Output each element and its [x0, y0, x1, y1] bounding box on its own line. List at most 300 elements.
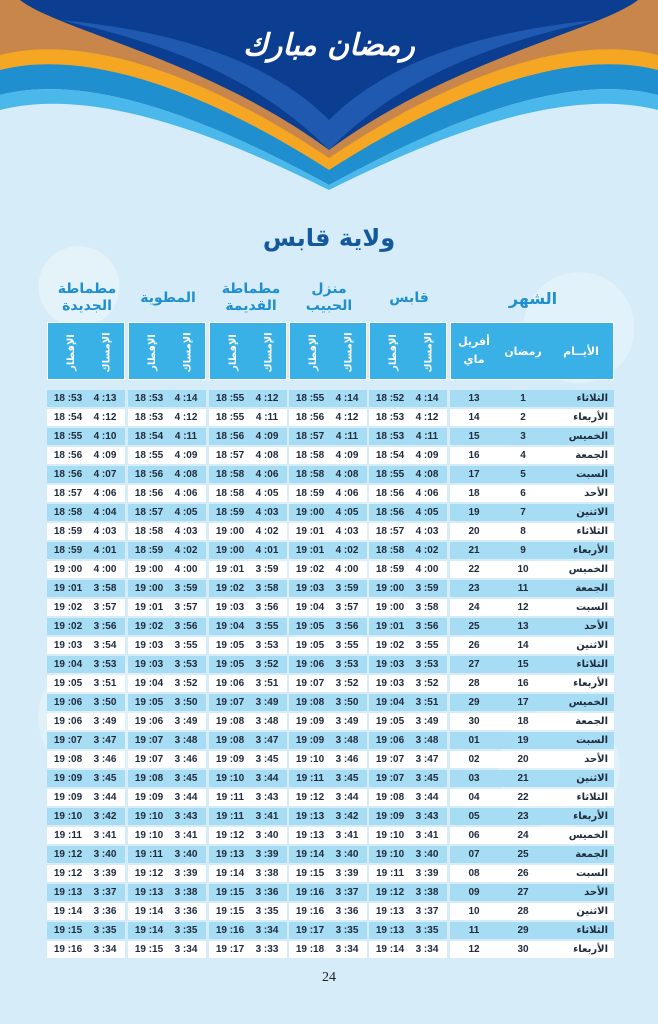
imsak-time: 3 :48: [174, 735, 198, 746]
imsak-time: 3 :47: [255, 735, 279, 746]
iftar-time: 18 :56: [134, 488, 164, 499]
imsak-time: 3 :53: [335, 659, 359, 670]
imsak-time: 3 :57: [93, 602, 117, 613]
imsak-time: 3 :56: [415, 621, 439, 632]
weekday: الأحد: [584, 887, 608, 898]
iftar-time: 19 :02: [53, 621, 83, 632]
weekday: السبت: [575, 735, 608, 746]
iftar-time: 19 :05: [375, 716, 405, 727]
imsak-time: 3 :45: [335, 773, 359, 784]
imsak-time: 3 :37: [93, 887, 117, 898]
imsak-time: 3 :54: [93, 640, 117, 651]
iftar-time: 19 :16: [295, 887, 325, 898]
iftar-time: 19 :00: [215, 526, 245, 537]
weekday: الخميس: [568, 564, 608, 575]
imsak-time: 3 :52: [415, 678, 439, 689]
imsak-time: 4 :06: [93, 488, 117, 499]
imsak-time: 3 :34: [255, 925, 279, 936]
iftar-time: 19 :01: [215, 564, 245, 575]
imsak-time: 3 :35: [335, 925, 359, 936]
imsak-time: 3 :48: [415, 735, 439, 746]
imsak-time: 3 :56: [255, 602, 279, 613]
imsak-time: 4 :02: [335, 545, 359, 556]
imsak-time: 4 :05: [415, 507, 439, 518]
iftar-time: 19 :11: [376, 868, 404, 879]
header-block: [47, 322, 125, 380]
ramadan-day: 22: [517, 792, 529, 803]
weekday: الثلاثاء: [576, 526, 608, 537]
ramadan-day: 25: [517, 849, 529, 860]
ramadan-day: 19: [517, 735, 529, 746]
iftar-time: 19 :07: [375, 773, 405, 784]
imsak-time: 3 :44: [174, 792, 198, 803]
iftar-time: 19 :16: [295, 906, 325, 917]
iftar-time: 18 :55: [134, 450, 164, 461]
imsak-time: 4 :09: [93, 450, 117, 461]
table-row: [47, 390, 614, 409]
imsak-time: 4 :05: [174, 507, 198, 518]
iftar-time: 19 :02: [375, 640, 405, 651]
table-row: [47, 428, 614, 447]
iftar-time: 18 :59: [295, 488, 325, 499]
ramadan-day: 24: [517, 830, 529, 841]
page-title: ولاية قابس: [262, 224, 396, 252]
weekday: الثلاثاء: [576, 925, 608, 936]
imsak-time: 4 :11: [335, 431, 359, 442]
imsak-time: 3 :56: [93, 621, 117, 632]
april-label: أفريل: [458, 335, 490, 348]
iftar-time: 19 :12: [53, 868, 83, 879]
table-row: [47, 846, 614, 865]
ramadan-day: 12: [517, 602, 529, 613]
ramadan-day: 14: [517, 640, 529, 651]
weekday: الخميس: [568, 697, 608, 708]
iftar-time: 19 :09: [53, 792, 83, 803]
gregorian-date: 12: [468, 944, 480, 955]
group-month: الشهر: [508, 288, 558, 308]
table-row: [47, 789, 614, 808]
iftar-time: 19 :06: [295, 659, 325, 670]
imsak-time: 4 :07: [93, 469, 117, 480]
imsak-time: 3 :50: [93, 697, 117, 708]
table-row: [47, 447, 614, 466]
iftar-time: 19 :02: [295, 564, 325, 575]
imsak-time: 4 :10: [93, 431, 117, 442]
iftar-time: 19 :18: [295, 944, 325, 955]
gregorian-date: 14: [468, 412, 480, 423]
imsak-time: 4 :09: [415, 450, 439, 461]
gregorian-date: 18: [468, 488, 480, 499]
iftar-time: 19 :14: [215, 868, 245, 879]
weekday: السبت: [575, 868, 608, 879]
gregorian-date: 02: [468, 754, 480, 765]
iftar-time: 18 :58: [295, 450, 325, 461]
iftar-time: 18 :53: [134, 412, 164, 423]
iftar-time: 18 :56: [134, 469, 164, 480]
imsak-time: 3 :45: [415, 773, 439, 784]
imsak-time: 3 :36: [335, 906, 359, 917]
iftar-time: 19 :06: [134, 716, 164, 727]
days-header: الأيــام: [563, 345, 599, 358]
iftar-time: 18 :57: [295, 431, 325, 442]
gregorian-date: 10: [468, 906, 480, 917]
imsak-time: 4 :03: [93, 526, 117, 537]
imsak-time: 3 :43: [415, 811, 439, 822]
iftar-time: 19 :05: [53, 678, 83, 689]
ramadan-day: 21: [517, 773, 529, 784]
iftar-time: 19 :14: [295, 849, 325, 860]
iftar-time: 19 :03: [134, 659, 164, 670]
imsak-time: 3 :35: [255, 906, 279, 917]
gregorian-date: 25: [468, 621, 480, 632]
imsak-time: 3 :43: [255, 792, 279, 803]
iftar-time: 18 :53: [134, 393, 164, 404]
iftar-time: 19 :09: [215, 754, 245, 765]
imsak-time: 3 :38: [255, 868, 279, 879]
imsak-time: 3 :39: [335, 868, 359, 879]
imsak-time: 4 :00: [174, 564, 198, 575]
imsak-time: 3 :44: [415, 792, 439, 803]
table-row: [47, 656, 614, 675]
imsak-time: 3 :39: [255, 849, 279, 860]
iftar-time: 19 :07: [375, 754, 405, 765]
iftar-time: 19 :07: [295, 678, 325, 689]
iftar-time: 19 :09: [375, 811, 405, 822]
ramadan-day: 23: [517, 811, 529, 822]
ramadan-mubarak-logo: رمضان مبارك: [243, 28, 415, 63]
imsak-time: 3 :59: [174, 583, 198, 594]
imsak-time: 3 :40: [174, 849, 198, 860]
gregorian-date: 28: [468, 678, 480, 689]
gregorian-date: 22: [468, 564, 480, 575]
weekday: السبت: [575, 469, 608, 480]
table-row: [47, 561, 614, 580]
ramadan-day: 16: [517, 678, 529, 689]
weekday: الخميس: [568, 830, 608, 841]
imsak-time: 4 :08: [174, 469, 198, 480]
imsak-time: 4 :13: [93, 393, 117, 404]
imsak-time: 3 :41: [415, 830, 439, 841]
iftar-time: 19 :10: [134, 811, 164, 822]
imsak-time: 4 :09: [255, 431, 279, 442]
imsak-time: 3 :49: [255, 697, 279, 708]
iftar-time: 18 :53: [375, 412, 405, 423]
iftar-time: 18 :56: [53, 469, 83, 480]
imsak-time: 3 :41: [93, 830, 117, 841]
imsak-time: 3 :35: [415, 925, 439, 936]
iftar-time: 19 :13: [53, 887, 83, 898]
iftar-time: 19 :14: [375, 944, 405, 955]
iftar-time: 19 :08: [215, 735, 245, 746]
iftar-time: 19 :06: [53, 697, 83, 708]
table-row: [47, 409, 614, 428]
iftar-time: 19 :03: [375, 659, 405, 670]
imsak-time: 3 :57: [335, 602, 359, 613]
imsak-time: 4 :08: [335, 469, 359, 480]
iftar-time: 19 :10: [295, 754, 325, 765]
imsak-time: 3 :53: [255, 640, 279, 651]
imsak-time: 4 :05: [335, 507, 359, 518]
imsak-time: 3 :45: [174, 773, 198, 784]
ramadan-day: 30: [517, 944, 529, 955]
group-matmata-old: مطماطة القديمة: [221, 281, 281, 314]
imsak-time: 3 :33: [255, 944, 279, 955]
imsak-time: 3 :56: [174, 621, 198, 632]
iftar-time: 19 :11: [54, 830, 82, 841]
iftar-time: 18 :59: [215, 507, 245, 518]
header-block: [209, 322, 287, 380]
iftar-time: 19 :14: [134, 906, 164, 917]
imsak-time: 3 :40: [335, 849, 359, 860]
gregorian-date: 11: [468, 925, 480, 936]
month-header-block: [450, 322, 614, 380]
iftar-time: 19 :05: [215, 659, 245, 670]
ramadan-day: 13: [517, 621, 529, 632]
imsak-time: 4 :12: [93, 412, 117, 423]
imsak-time: 3 :46: [335, 754, 359, 765]
iftar-time: 18 :58: [375, 545, 405, 556]
iftar-time: 19 :09: [53, 773, 83, 784]
iftar-time: 19 :08: [134, 773, 164, 784]
imsak-time: 3 :37: [335, 887, 359, 898]
iftar-time: 18 :54: [375, 450, 405, 461]
weekday: الخميس: [568, 431, 608, 442]
imsak-time: 4 :08: [415, 469, 439, 480]
imsak-time: 4 :01: [255, 545, 279, 556]
iftar-time: 19 :02: [53, 602, 83, 613]
imsak-time: 3 :34: [415, 944, 439, 955]
imsak-time: 3 :58: [415, 602, 439, 613]
table-row: [47, 808, 614, 827]
gregorian-date: 23: [468, 583, 480, 594]
iftar-time: 19 :13: [295, 811, 325, 822]
imsak-time: 4 :01: [93, 545, 117, 556]
april-may-header: [455, 333, 493, 369]
imsak-time: 3 :58: [255, 583, 279, 594]
imsak-time: 3 :56: [335, 621, 359, 632]
imsak-time: 4 :12: [174, 412, 198, 423]
table-row: [47, 827, 614, 846]
imsak-time: 3 :48: [255, 716, 279, 727]
iftar-time: 18 :55: [215, 412, 245, 423]
imsak-time: 4 :14: [335, 393, 359, 404]
imsak-time: 4 :11: [415, 431, 439, 442]
ramadan-day: 28: [517, 906, 529, 917]
imsak-time: 3 :40: [415, 849, 439, 860]
weekday: الاثنين: [576, 773, 608, 784]
ramadan-day: 6: [520, 488, 526, 499]
weekday: الجمعة: [575, 583, 608, 594]
table-row: [47, 713, 614, 732]
table-row: [47, 865, 614, 884]
imsak-time: 4 :11: [255, 412, 279, 423]
gregorian-date: 13: [468, 393, 480, 404]
iftar-time: 19 :10: [215, 773, 245, 784]
imsak-time: 3 :52: [174, 678, 198, 689]
imsak-time: 4 :02: [174, 545, 198, 556]
iftar-time: 19 :10: [375, 830, 405, 841]
iftar-time: 19 :03: [53, 640, 83, 651]
iftar-time: 19 :00: [134, 583, 164, 594]
iftar-time: 18 :59: [53, 545, 83, 556]
iftar-time: 19 :10: [53, 811, 83, 822]
gregorian-date: 05: [468, 811, 480, 822]
imsak-time: 3 :57: [174, 602, 198, 613]
gregorian-date: 29: [468, 697, 480, 708]
iftar-time: 18 :58: [53, 507, 83, 518]
gregorian-date: 21: [468, 545, 480, 556]
imsak-time: 3 :42: [93, 811, 117, 822]
imsak-time: 3 :47: [415, 754, 439, 765]
weekday: الاثنين: [576, 640, 608, 651]
iftar-time: 18 :57: [53, 488, 83, 499]
imsak-time: 4 :03: [335, 526, 359, 537]
iftar-time: 18 :59: [375, 564, 405, 575]
iftar-time: 19 :09: [295, 716, 325, 727]
group-gabes: قابس: [389, 289, 429, 306]
iftar-time: 18 :58: [134, 526, 164, 537]
iftar-time: 19 :00: [295, 507, 325, 518]
group-mtouia: المطوية: [140, 289, 196, 306]
imsak-time: 3 :38: [415, 887, 439, 898]
iftar-time: 19 :05: [295, 621, 325, 632]
imsak-time: 3 :39: [93, 868, 117, 879]
imsak-time: 3 :43: [174, 811, 198, 822]
imsak-time: 4 :04: [93, 507, 117, 518]
imsak-header: الإمساك: [182, 331, 194, 373]
iftar-time: 19 :08: [53, 754, 83, 765]
iftar-time: 19 :13: [295, 830, 325, 841]
iftar-time: 19 :17: [295, 925, 325, 936]
ramadan-day: 4: [520, 450, 526, 461]
imsak-time: 3 :44: [335, 792, 359, 803]
iftar-time: 19 :04: [375, 697, 405, 708]
iftar-time: 19 :10: [134, 830, 164, 841]
imsak-time: 3 :58: [93, 583, 117, 594]
table-row: [47, 884, 614, 903]
weekday: الثلاثاء: [576, 792, 608, 803]
iftar-time: 19 :12: [215, 830, 245, 841]
iftar-time: 19 :12: [53, 849, 83, 860]
imsak-time: 3 :55: [174, 640, 198, 651]
imsak-time: 4 :02: [255, 526, 279, 537]
weekday: الجمعة: [575, 450, 608, 461]
table-row: [47, 618, 614, 637]
iftar-header: الإفطار: [146, 333, 158, 371]
iftar-time: 19 :13: [375, 925, 405, 936]
iftar-time: 18 :57: [215, 450, 245, 461]
table-row: [47, 523, 614, 542]
imsak-time: 3 :45: [255, 754, 279, 765]
iftar-time: 19 :04: [134, 678, 164, 689]
iftar-time: 18 :56: [375, 488, 405, 499]
weekday: الثلاثاء: [576, 393, 608, 404]
imsak-time: 3 :46: [174, 754, 198, 765]
table-row: [47, 751, 614, 770]
iftar-time: 19 :07: [134, 735, 164, 746]
imsak-time: 3 :36: [93, 906, 117, 917]
iftar-time: 18 :56: [295, 412, 325, 423]
imsak-time: 3 :35: [93, 925, 117, 936]
table-row: [47, 922, 614, 941]
iftar-time: 19 :12: [375, 887, 405, 898]
weekday: السبت: [575, 602, 608, 613]
iftar-header: الإفطار: [387, 333, 399, 371]
imsak-time: 3 :49: [335, 716, 359, 727]
imsak-time: 3 :39: [415, 868, 439, 879]
imsak-time: 3 :49: [174, 716, 198, 727]
imsak-time: 3 :34: [335, 944, 359, 955]
imsak-time: 3 :41: [335, 830, 359, 841]
iftar-time: 19 :13: [134, 887, 164, 898]
iftar-time: 19 :11: [296, 773, 324, 784]
gregorian-date: 07: [468, 849, 480, 860]
imsak-time: 4 :00: [335, 564, 359, 575]
imsak-time: 3 :53: [93, 659, 117, 670]
iftar-time: 19 :07: [215, 697, 245, 708]
table-row: [47, 732, 614, 751]
imsak-time: 4 :02: [415, 545, 439, 556]
iftar-time: 19 :16: [53, 944, 83, 955]
iftar-time: 18 :53: [53, 393, 83, 404]
iftar-time: 18 :58: [215, 469, 245, 480]
imsak-time: 3 :49: [93, 716, 117, 727]
imsak-time: 3 :53: [174, 659, 198, 670]
imsak-time: 3 :47: [93, 735, 117, 746]
table-row: [47, 941, 614, 960]
header-block: [128, 322, 206, 380]
weekday: الاثنين: [576, 906, 608, 917]
iftar-time: 19 :00: [134, 564, 164, 575]
iftar-time: 19 :05: [134, 697, 164, 708]
iftar-time: 19 :15: [215, 887, 245, 898]
imsak-time: 3 :51: [93, 678, 117, 689]
imsak-time: 3 :39: [174, 868, 198, 879]
imsak-time: 4 :12: [415, 412, 439, 423]
gregorian-date: 06: [468, 830, 480, 841]
ramadan-day: 29: [517, 925, 529, 936]
iftar-time: 19 :11: [135, 849, 163, 860]
imsak-time: 3 :42: [335, 811, 359, 822]
imsak-time: 3 :52: [335, 678, 359, 689]
iftar-header: الإفطار: [307, 333, 319, 371]
imsak-time: 3 :49: [415, 716, 439, 727]
gregorian-date: 24: [468, 602, 480, 613]
iftar-time: 18 :57: [134, 507, 164, 518]
imsak-time: 3 :51: [415, 697, 439, 708]
iftar-time: 18 :58: [295, 469, 325, 480]
ramadan-day: 10: [517, 564, 529, 575]
iftar-time: 18 :55: [295, 393, 325, 404]
iftar-time: 19 :00: [375, 583, 405, 594]
ramadan-day: 15: [517, 659, 529, 670]
iftar-time: 18 :55: [375, 469, 405, 480]
weekday: الأربعاء: [573, 678, 608, 689]
iftar-time: 19 :09: [134, 792, 164, 803]
group-headers: [47, 276, 614, 320]
imsak-time: 4 :14: [415, 393, 439, 404]
imsak-time: 3 :46: [93, 754, 117, 765]
imsak-time: 3 :59: [415, 583, 439, 594]
table-row: [47, 580, 614, 599]
iftar-time: 19 :05: [215, 640, 245, 651]
group-matmata-new: مطماطة الجديدة: [57, 281, 117, 314]
ramadan-day: 26: [517, 868, 529, 879]
iftar-time: 19 :08: [295, 697, 325, 708]
imsak-time: 3 :41: [255, 811, 279, 822]
imsak-time: 4 :09: [174, 450, 198, 461]
iftar-time: 19 :02: [134, 621, 164, 632]
